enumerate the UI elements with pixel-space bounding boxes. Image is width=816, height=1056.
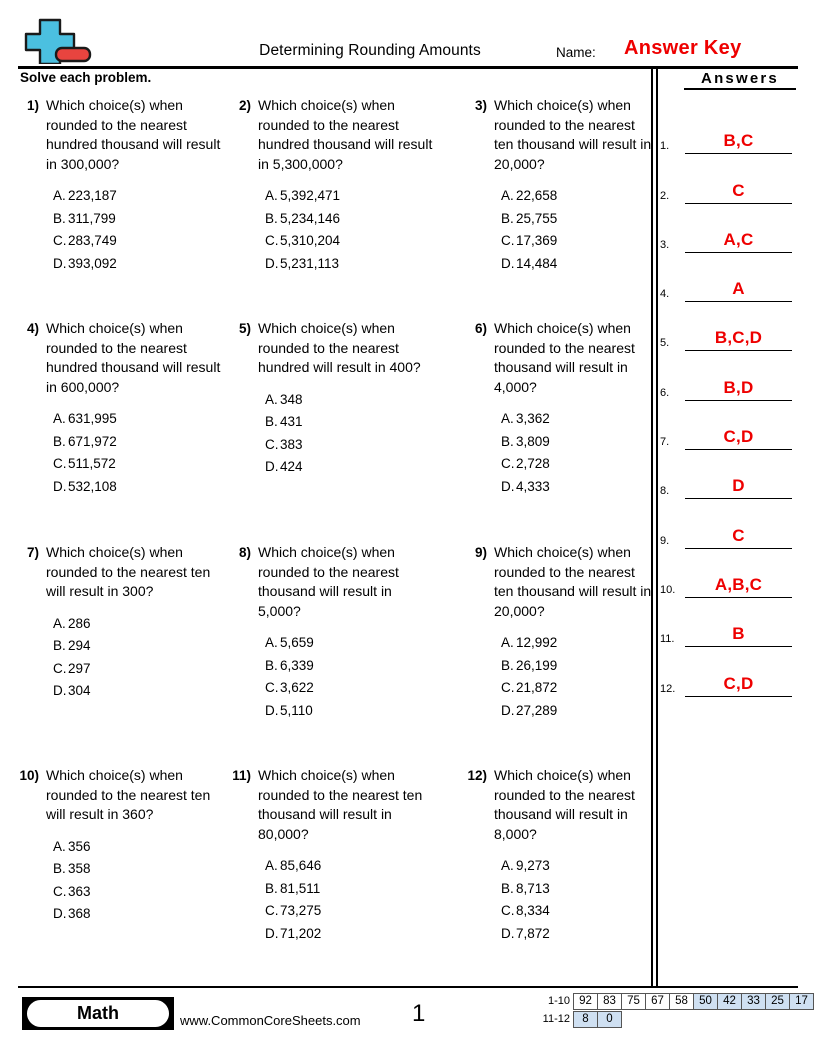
choice-value: 294 [68,638,91,653]
score-cell: 92 [573,993,598,1010]
choice-letter: C. [53,660,67,676]
score-cell: 75 [621,993,646,1010]
choice-letter: D. [501,478,515,494]
website-url[interactable]: www.CommonCoreSheets.com [180,1013,361,1028]
choice-letter: B. [501,880,514,896]
choice-value: 223,187 [68,188,117,203]
answer-number: 6. [660,386,670,399]
page-title: Determining Rounding Amounts [259,42,481,59]
answer-number: 4. [660,288,670,301]
answer-value: A,C [723,229,754,249]
choice-letter: A. [53,411,66,426]
choice-letter: D. [265,255,279,271]
choice-option[interactable] [501,855,656,878]
score-row-label: 11-12 [542,1013,570,1025]
answer-value: C [732,525,745,545]
answer-row [660,598,810,647]
choice-value: 511,572 [68,456,116,471]
name-label: Name: [556,45,596,60]
answer-row [660,154,810,203]
answer-value: C,D [723,427,754,447]
choice-list [501,185,656,275]
choice-value: 17,369 [516,233,558,248]
choice-letter: A. [53,615,66,631]
choice-value: 304 [68,683,91,698]
choice-letter: B. [501,210,514,226]
choice-value: 3,362 [516,411,550,426]
choice-letter: C. [265,680,279,695]
choice-value: 7,872 [516,925,550,941]
problem-number: 2) [238,98,251,113]
choice-option[interactable] [265,389,435,412]
problem-question: Which choice(s) when rounded to the nearest thousand will result in 4,000? [494,320,635,395]
answer-row [660,549,810,598]
choice-value: 2,728 [516,456,550,471]
choice-letter: A. [501,188,514,203]
choice-letter: C. [501,233,515,248]
choice-option[interactable] [501,253,656,276]
choice-option[interactable] [501,476,656,499]
problem-item [466,766,656,945]
choice-value: 383 [280,436,303,452]
choice-option[interactable] [265,208,435,231]
choice-value: 368 [68,906,91,921]
choice-letter: B. [53,433,66,449]
choice-letter: C. [501,680,515,695]
choice-letter: C. [53,233,67,248]
answer-value: C,D [723,673,754,693]
problem-number: 5) [238,321,251,336]
choice-letter: C. [53,456,67,471]
choice-letter: C. [265,233,279,248]
answer-row [660,253,810,302]
problem-item [18,319,223,498]
choice-value: 27,289 [516,702,558,718]
problem-number: 10) [19,768,39,783]
choice-list [501,632,656,722]
choice-letter: B. [265,880,278,896]
choice-value: 81,511 [280,880,321,896]
problem-item [230,96,435,275]
choice-letter: A. [265,635,278,650]
choice-option[interactable] [53,613,223,636]
answer-number: 11. [660,633,675,646]
choice-option[interactable] [265,900,435,923]
choice-option[interactable] [53,903,223,926]
choice-letter: D. [53,683,67,698]
choice-option[interactable] [501,185,656,208]
score-cell: 50 [693,993,718,1010]
answer-row [660,204,810,253]
score-cell: 33 [741,993,766,1010]
choice-letter: D. [501,702,515,718]
score-cell: 17 [789,993,814,1010]
choice-option[interactable] [265,456,435,479]
choice-option[interactable] [501,677,656,700]
choice-letter: C. [53,883,67,899]
subject-badge [22,997,174,1030]
choice-option[interactable] [265,253,435,276]
choice-value: 22,658 [516,188,558,203]
answer-row [660,499,810,548]
score-cell: 8 [573,1011,598,1028]
answer-number: 3. [660,238,670,251]
problem-number: 9) [474,545,487,560]
choice-value: 6,339 [280,657,314,673]
answer-value: D [732,476,745,496]
choice-letter: A. [265,391,278,407]
answer-value: A [732,279,745,299]
problem-question: Which choice(s) when rounded to the nearest ten thousand will result in 20,000? [494,544,652,619]
problem-item [466,543,656,722]
problem-question: Which choice(s) when rounded to the nearest hundred thousand will result in 5,300,000? [258,97,433,172]
answer-list [660,105,810,697]
divider-line-right [656,66,658,986]
choice-value: 393,092 [68,255,117,271]
problem-statement [466,766,656,844]
score-cell: 25 [765,993,790,1010]
problem-question: Which choice(s) when rounded to the nearest ten thousand will result in 20,000? [494,97,652,172]
choice-value: 5,310,204 [280,233,341,248]
choice-letter: D. [53,478,67,494]
problem-question: Which choice(s) when rounded to the nearest ten will result in 300? [46,544,211,599]
answers-title: Answers [684,70,796,90]
problem-statement [18,319,223,397]
choice-option[interactable] [53,476,223,499]
choice-option[interactable] [53,408,223,431]
choice-letter: D. [265,925,279,941]
problem-statement [18,543,223,602]
problem-question: Which choice(s) when rounded to the nearest hundred will result in 400? [258,320,421,375]
choice-letter: C. [265,903,279,918]
choice-option[interactable] [501,900,656,923]
problem-statement [466,543,656,621]
choice-list [265,185,435,275]
choice-option[interactable] [501,878,656,901]
choice-letter: C. [501,456,515,471]
choice-letter: D. [265,702,279,718]
problem-statement [466,319,656,397]
problem-item [466,96,656,275]
answer-number: 9. [660,534,670,547]
choice-letter: B. [265,414,278,429]
problem-number: 12) [467,768,487,783]
choice-value: 631,995 [68,411,117,426]
problem-item [466,319,656,498]
problem-grid [18,96,652,976]
choice-option[interactable] [501,208,656,231]
score-cell: 67 [645,993,670,1010]
choice-value: 311,799 [68,210,116,226]
choice-value: 85,646 [280,858,322,873]
choice-letter: D. [265,459,279,474]
choice-list [501,408,656,498]
choice-value: 363 [68,883,91,899]
choice-option[interactable] [265,655,435,678]
choice-option[interactable] [53,431,223,454]
choice-list [53,185,223,275]
answer-key-value: Answer Key [624,37,742,59]
score-row [530,993,814,1010]
choice-value: 356 [68,838,91,854]
choice-letter: B. [53,638,66,653]
choice-option[interactable] [53,253,223,276]
choice-option[interactable] [265,878,435,901]
choice-value: 424 [280,459,303,474]
choice-option[interactable] [265,855,435,878]
header-divider-rule [18,66,798,69]
answer-row [660,105,810,154]
answer-value: B [732,624,745,644]
choice-letter: D. [53,906,67,921]
problem-question: Which choice(s) when rounded to the nearest hundred thousand will result in 300,000? [46,97,221,172]
answer-number: 5. [660,337,670,350]
choice-option[interactable] [53,658,223,681]
choice-value: 5,392,471 [280,188,341,203]
problem-question: Which choice(s) when rounded to the nearest thousand will result in 8,000? [494,767,635,842]
subject-badge-label: Math [27,1000,169,1027]
choice-value: 5,110 [280,702,313,718]
answer-number: 2. [660,189,670,202]
choice-option[interactable] [265,230,435,253]
choice-option[interactable] [501,431,656,454]
answer-row [660,450,810,499]
choice-value: 73,275 [280,903,322,918]
choice-list [53,613,223,703]
choice-option[interactable] [53,230,223,253]
choice-value: 286 [68,615,91,631]
problem-question: Which choice(s) when rounded to the nearest hundred thousand will result in 600,000? [46,320,221,395]
problem-number: 1) [26,98,39,113]
choice-option[interactable] [501,655,656,678]
choice-option[interactable] [265,411,435,434]
problem-statement [18,766,223,825]
page-number: 1 [412,1000,426,1027]
choice-list [501,855,656,945]
problem-statement [230,543,435,621]
choice-value: 14,484 [516,255,558,271]
problem-statement [230,766,435,844]
choice-letter: A. [501,635,514,650]
choice-option[interactable] [265,185,435,208]
score-row-label: 1-10 [547,995,570,1007]
choice-value: 4,333 [516,478,550,494]
problem-question: Which choice(s) when rounded to the nearest ten will result in 360? [46,767,211,822]
choice-value: 9,273 [516,858,550,873]
choice-value: 26,199 [516,657,558,673]
choice-value: 12,992 [516,635,558,650]
score-row [530,1011,814,1028]
choice-value: 283,749 [68,233,117,248]
score-cell: 0 [597,1011,622,1028]
choice-value: 671,972 [68,433,117,449]
answer-value: C [732,180,745,200]
choice-option[interactable] [265,632,435,655]
score-cell: 83 [597,993,622,1010]
choice-option[interactable] [53,208,223,231]
choice-list [53,836,223,926]
choice-option[interactable] [265,434,435,457]
choice-value: 8,334 [516,903,550,918]
choice-value: 348 [280,391,303,407]
problem-number: 11) [232,768,251,783]
choice-option[interactable] [53,836,223,859]
choice-letter: B. [53,861,66,876]
choice-list [265,389,435,479]
answer-value: B,D [723,377,754,397]
problem-question: Which choice(s) when rounded to the nearest ten thousand will result in 80,000? [258,767,423,842]
choice-option[interactable] [265,700,435,723]
choice-value: 8,713 [516,880,550,896]
choice-letter: C. [265,436,279,452]
choice-letter: A. [53,838,66,854]
choice-list [265,855,435,945]
choice-letter: A. [501,858,514,873]
problem-item [230,319,435,479]
choice-letter: A. [53,188,66,203]
choice-option[interactable] [53,635,223,658]
choice-letter: B. [501,657,514,673]
choice-letter: D. [501,255,515,271]
choice-list [53,408,223,498]
choice-option[interactable] [53,185,223,208]
problem-item [230,766,435,945]
problem-number: 7) [26,545,39,560]
problem-item [18,543,223,703]
choice-option[interactable] [501,408,656,431]
choice-option[interactable] [53,680,223,703]
choice-value: 3,809 [516,433,550,449]
answer-row [660,647,810,696]
answer-value: A,B,C [714,574,763,594]
problem-statement [230,319,435,378]
choice-value: 358 [68,861,91,876]
footer-divider-rule [18,986,798,988]
choice-value: 71,202 [280,925,322,941]
choice-value: 5,234,146 [280,210,341,226]
choice-letter: B. [265,657,278,673]
problem-number: 8) [238,545,251,560]
problem-number: 3) [474,98,487,113]
problem-item [18,766,223,926]
choice-letter: C. [501,903,515,918]
choice-value: 532,108 [68,478,117,494]
choice-option[interactable] [53,881,223,904]
choice-letter: A. [501,411,514,426]
score-table [530,993,814,1028]
instruction-text: Solve each problem. [20,70,152,85]
problem-statement [230,96,435,174]
choice-letter: B. [501,433,514,449]
worksheet-header [0,0,816,70]
plus-minus-logo-icon [22,18,94,64]
answer-number: 12. [660,682,676,695]
score-cell: 58 [669,993,694,1010]
choice-letter: D. [53,255,67,271]
score-cell: 42 [717,993,742,1010]
choice-value: 297 [68,660,91,676]
problem-statement [466,96,656,174]
choice-option[interactable] [53,858,223,881]
choice-value: 431 [280,414,303,429]
choice-letter: B. [265,210,278,226]
choice-option[interactable] [53,453,223,476]
problem-statement [18,96,223,174]
choice-list [265,632,435,722]
problem-number: 6) [474,321,487,336]
choice-letter: B. [53,210,66,226]
answer-value: B,C,D [714,328,763,348]
problem-question: Which choice(s) when rounded to the nearest thousand will result in 5,000? [258,544,399,619]
problem-item [18,96,223,275]
answer-number: 10. [660,583,676,596]
choice-option[interactable] [501,230,656,253]
choice-value: 25,755 [516,210,558,226]
choice-letter: A. [265,858,278,873]
answer-row [660,351,810,400]
answer-value: B,C [723,131,754,151]
choice-value: 5,659 [280,635,314,650]
problem-item [230,543,435,722]
choice-option[interactable] [265,677,435,700]
choice-value: 5,231,113 [280,255,340,271]
choice-letter: D. [501,925,515,941]
choice-option[interactable] [265,923,435,946]
choice-option[interactable] [501,453,656,476]
answer-row [660,401,810,450]
answer-number: 8. [660,485,670,498]
problem-number: 4) [26,321,39,336]
choice-option[interactable] [501,923,656,946]
choice-option[interactable] [501,632,656,655]
choice-letter: A. [265,188,278,203]
choice-value: 21,872 [516,680,558,695]
answer-number: 1. [660,140,670,153]
answer-row [660,302,810,351]
choice-value: 3,622 [280,680,314,695]
choice-option[interactable] [501,700,656,723]
answer-number: 7. [660,436,670,449]
